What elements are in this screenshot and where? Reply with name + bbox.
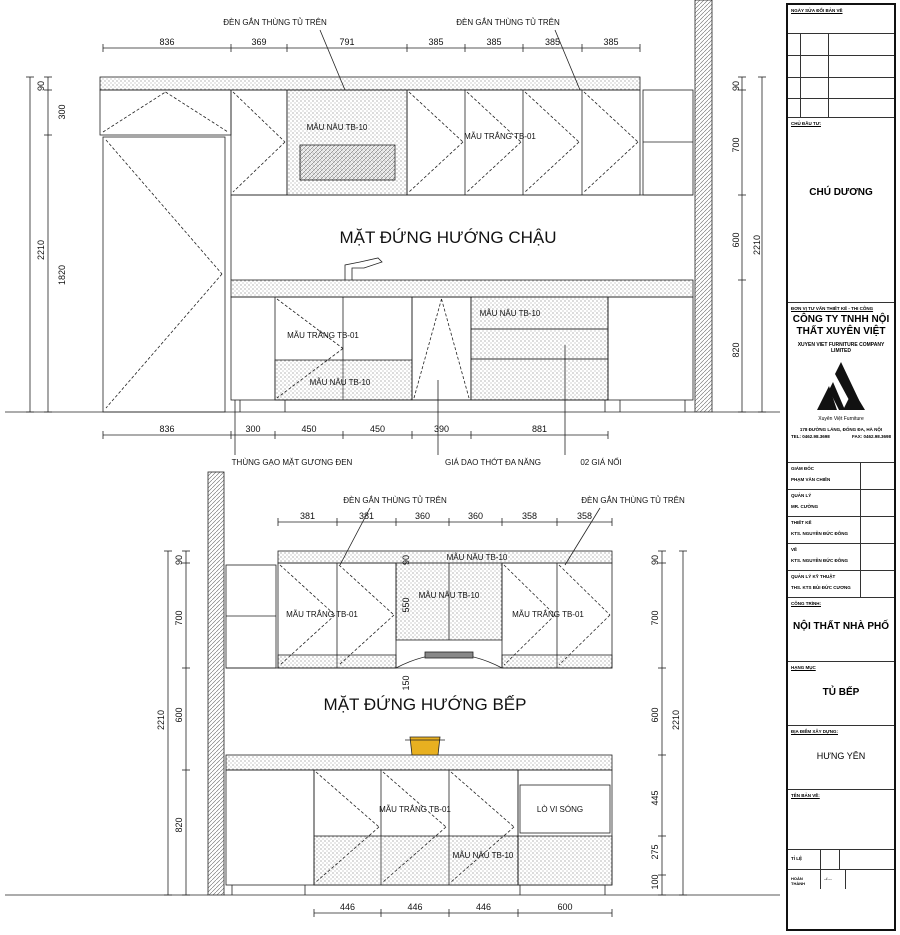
material-label: MẪU TRẮNG TB-01 xyxy=(379,805,451,814)
role-title: GIÁM ĐỐC xyxy=(791,466,814,471)
door-swing-line xyxy=(584,142,638,192)
project-name: NỘI THẤT NHÀ PHỐ xyxy=(792,621,890,632)
company-logo-icon xyxy=(811,360,871,416)
dimension-label: 90 xyxy=(174,554,184,566)
company-fax: FAX: 0462.98.3698 xyxy=(851,434,891,439)
location-section xyxy=(788,726,894,790)
dimension-label: 360 xyxy=(467,511,484,521)
scale-row xyxy=(788,850,894,870)
material-label: MẪU NÂU TB-10 xyxy=(309,378,371,387)
location-caption: ĐỊA ĐIỂM XÂY DỰNG: xyxy=(791,729,838,734)
countertop-top-strip xyxy=(100,77,640,90)
door-swing-line xyxy=(103,92,166,132)
completion-value: ../.... xyxy=(821,870,846,889)
role-title: QUẢN LÝ KỸ THUẬT xyxy=(791,574,836,579)
door-swing-line xyxy=(467,142,521,192)
dimension-label: 836 xyxy=(159,424,175,434)
door-swing-line xyxy=(166,92,229,132)
dimension-label: 700 xyxy=(174,610,184,626)
countertop xyxy=(226,755,612,770)
role-person: PHẠM VĂN CHIẾN xyxy=(791,477,831,482)
lower-brown-strip xyxy=(314,836,518,885)
faucet-icon xyxy=(345,258,382,280)
material-label: MẪU NÂU TB-10 xyxy=(446,553,508,562)
dimension-label: 820 xyxy=(174,817,184,833)
door-swing-line xyxy=(106,274,222,408)
signature-rows xyxy=(788,463,894,598)
role-title: THIẾT KẾ xyxy=(791,520,812,525)
role-person: KTS. NGUYỄN ĐỨC ĐÔNG xyxy=(791,531,848,536)
open-lower-unit xyxy=(608,297,693,400)
countertop-top-strip xyxy=(278,551,612,566)
material-label: MẪU TRẮNG TB-01 xyxy=(512,610,584,619)
dimension-label: 275 xyxy=(650,844,660,860)
dimension-label: 700 xyxy=(731,137,741,153)
dimension-label: 600 xyxy=(650,707,660,723)
role-person: KTS. NGUYỄN ĐỨC ĐÔNG xyxy=(791,558,848,563)
microwave-niche xyxy=(300,145,395,180)
owner-section xyxy=(788,118,894,303)
dimension-label: 836 xyxy=(159,37,175,47)
dimension-label: 450 xyxy=(301,424,317,434)
annotation-label: GIÁ DAO THỚT ĐA NĂNG xyxy=(445,458,541,467)
elevation-title: MẶT ĐỨNG HƯỚNG CHẬU xyxy=(339,228,557,247)
dimension-label: 446 xyxy=(339,902,356,912)
dimension-label: 600 xyxy=(557,902,573,912)
dimension-label: 358 xyxy=(521,511,538,521)
door-swing-line xyxy=(339,565,394,615)
dimension-label: 385 xyxy=(603,37,619,47)
callout-label: ĐÈN GẮN THÙNG TỦ TRÊN xyxy=(223,18,327,27)
completion-row xyxy=(788,870,894,889)
project-caption: CÔNG TRÌNH: xyxy=(791,601,821,606)
item-name: TỦ BẾP xyxy=(822,687,860,698)
drawing-name-section xyxy=(788,790,894,850)
company-address: 178 ĐƯỜNG LÁNG, ĐỐNG ĐA, HÀ NỘI xyxy=(799,427,883,432)
callout-label: ĐÈN GẮN THÙNG TỦ TRÊN xyxy=(456,18,560,27)
drawing-name-caption: TÊN BẢN VẼ: xyxy=(791,793,820,798)
annotation-label: 02 GIÁ NỐI xyxy=(580,458,622,467)
door-swing-line xyxy=(525,142,579,192)
dimension-label: 2210 xyxy=(752,234,762,256)
completion-label: HOÀN THÀNH xyxy=(788,870,821,889)
door-swing-line xyxy=(559,565,610,615)
material-label: MẪU NÂU TB-10 xyxy=(306,123,368,132)
dimension-label: 150 xyxy=(401,675,411,691)
dimension-label: 358 xyxy=(576,511,593,521)
signature-row xyxy=(788,517,894,544)
revision-grid xyxy=(788,33,894,117)
dimension-label: 791 xyxy=(339,37,355,47)
range-hood-icon xyxy=(425,652,473,658)
dimension-label: 90 xyxy=(731,80,741,92)
role-person: THS. KTS BÙI ĐỨC CƯƠNG xyxy=(791,585,851,590)
material-label: MẪU TRẮNG TB-01 xyxy=(286,610,358,619)
dimension-label: 445 xyxy=(650,790,660,806)
drawer xyxy=(471,359,608,400)
signature-row xyxy=(788,544,894,571)
open-shelf-unit xyxy=(643,90,693,195)
knife-rack xyxy=(412,297,471,400)
material-label: LÒ VI SÓNG xyxy=(536,805,584,814)
upper-brown-strip xyxy=(502,655,612,668)
owner-caption: CHỦ ĐẦU TƯ: xyxy=(791,121,821,126)
door-swing-line xyxy=(409,142,463,192)
fridge-space xyxy=(103,137,225,412)
material-label: MẪU NÂU TB-10 xyxy=(452,851,514,860)
upper-brown-strip xyxy=(278,655,396,668)
material-label: MẪU TRẮNG TB-01 xyxy=(464,132,536,141)
company-tel: TEL: 0462.98.3698 xyxy=(791,434,830,439)
signature-row xyxy=(788,463,894,490)
project-section xyxy=(788,598,894,662)
role-person: MR. CƯỜNG xyxy=(791,504,819,509)
material-label: MẪU TRẮNG TB-01 xyxy=(287,331,359,340)
dimension-label: 550 xyxy=(401,597,411,613)
item-caption: HẠNG MỤC xyxy=(791,665,816,670)
door-swing-line xyxy=(106,140,222,274)
dimension-label: 100 xyxy=(650,874,660,890)
scale-label: TỈ LỆ xyxy=(788,850,821,869)
dimension-label: 2210 xyxy=(156,709,166,731)
company-name: CÔNG TY TNHH NỘI THẤT XUYÊN VIỆT xyxy=(792,314,890,337)
door-swing-line xyxy=(280,565,335,615)
drawer xyxy=(518,836,612,885)
dimension-label: 385 xyxy=(544,37,561,47)
dimension-label: 360 xyxy=(414,511,431,521)
door-swing-line xyxy=(414,299,442,398)
logo-text: Xuyên Việt Furniture xyxy=(818,416,864,422)
drawer xyxy=(471,329,608,359)
dimension-label: 300 xyxy=(57,104,67,120)
door-swing-line xyxy=(442,299,470,398)
signature-row xyxy=(788,571,894,598)
door-swing-line xyxy=(451,772,514,827)
top-tall-cabinet xyxy=(100,90,231,135)
elevation-title: MẶT ĐỨNG HƯỚNG BẾP xyxy=(323,695,527,714)
wall-left xyxy=(208,472,224,895)
dimension-label: 446 xyxy=(407,902,423,912)
material-label: MẪU NÂU TB-10 xyxy=(418,591,480,600)
company-name-en: XUYEN VIET FURNITURE COMPANY LIMITED xyxy=(797,342,885,354)
dimension-label: 90 xyxy=(401,554,411,566)
upper-door xyxy=(231,90,287,195)
corner-cabinet xyxy=(226,770,314,885)
upper-white-doors xyxy=(407,90,640,195)
callout-label: ĐÈN GẮN THÙNG TỦ TRÊN xyxy=(581,496,685,505)
open-shelf-unit xyxy=(226,565,276,668)
dimension-label: 385 xyxy=(428,37,444,47)
door-swing-line xyxy=(316,772,379,827)
dimension-label: 385 xyxy=(486,37,502,47)
dimension-label: 90 xyxy=(36,80,46,92)
dimension-label: 820 xyxy=(731,342,741,358)
annotation-label: THÙNG GẠO MẶT GƯƠNG ĐEN xyxy=(231,458,353,467)
dimension-label: 881 xyxy=(531,424,548,434)
callout-label: ĐÈN GẮN THÙNG TỦ TRÊN xyxy=(343,496,447,505)
wall-right xyxy=(695,0,712,412)
dimension-label: 2210 xyxy=(671,709,681,731)
revision-section xyxy=(788,5,894,118)
revision-caption: NGÀY SỬA ĐỔI BẢN VẼ xyxy=(791,8,843,13)
dimension-label: 700 xyxy=(650,610,660,626)
consultant-section xyxy=(788,303,894,463)
dimension-label: 390 xyxy=(433,424,450,434)
material-label: MẪU NÂU TB-10 xyxy=(479,309,541,318)
dimension-label: 450 xyxy=(369,424,386,434)
dimension-label: 90 xyxy=(650,554,660,566)
dimension-label: 600 xyxy=(731,232,741,248)
door-swing-line xyxy=(233,92,285,142)
role-title: QUẢN LÝ xyxy=(791,493,812,498)
door-swing-line xyxy=(584,92,638,142)
title-block xyxy=(786,3,896,931)
location-name: HƯNG YÊN xyxy=(816,751,866,761)
dimension-label: 381 xyxy=(358,511,375,521)
door-swing-line xyxy=(504,565,555,615)
door-swing-line xyxy=(277,299,343,349)
consultant-caption: ĐƠN VỊ TƯ VẤN THIẾT KẾ - THI CÔNG xyxy=(791,306,874,311)
item-section xyxy=(788,662,894,726)
dimension-label: 300 xyxy=(245,424,261,434)
owner-name: CHÚ DƯƠNG xyxy=(809,187,873,198)
countertop xyxy=(231,280,693,297)
dimension-label: 600 xyxy=(174,707,184,723)
dimension-label: 369 xyxy=(251,37,267,47)
door-swing-line xyxy=(409,92,463,142)
dimension-label: 381 xyxy=(299,511,316,521)
signature-row xyxy=(788,490,894,517)
dimension-label: 446 xyxy=(475,902,492,912)
dimension-label: 2210 xyxy=(36,239,46,261)
door-swing-line xyxy=(383,772,446,827)
dimension-label: 1820 xyxy=(57,264,67,286)
door-swing-line xyxy=(233,142,285,192)
role-title: VẼ xyxy=(791,547,798,552)
